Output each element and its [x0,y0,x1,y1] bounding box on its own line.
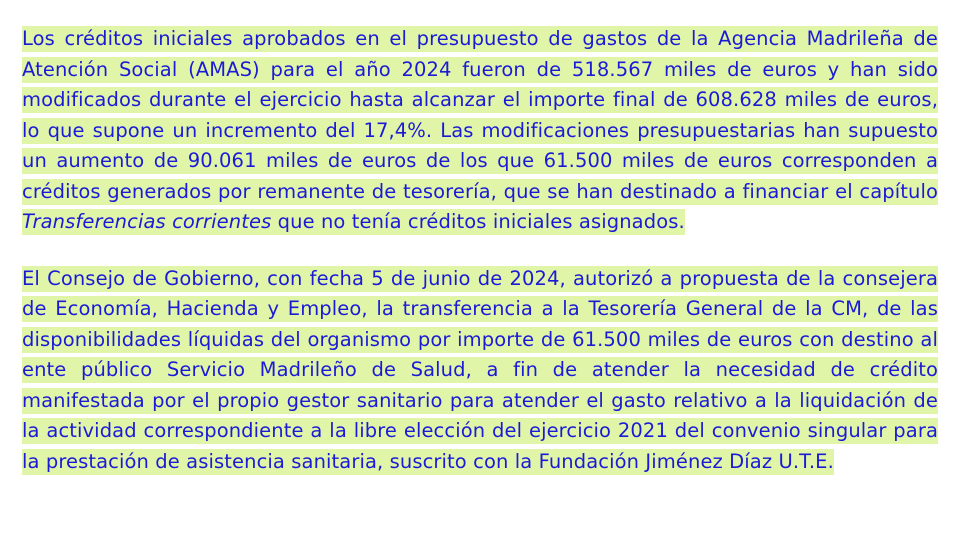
paragraph-credits-run-italic: Transferencias corrientes [22,210,272,233]
paragraph-consejo [22,264,938,478]
paragraph-credits-run-3: que no tenía créditos iniciales asignados. [271,210,685,233]
paragraph-consejo-run-1: El Consejo de Gobierno, con fecha 5 de junio de 2024, autorizó a propuesta de la consejera de Economía, Hacienda y Empleo, la transferencia a la Tesorería General de la CM, de las disponibilidades líquidas del organismo por importe de 61.500 miles de euros con destino al ente público Servicio Madrileño de Salud, a fin de atender la necesidad de crédito manifestada por el propio gestor sanitario para atender el gasto relativo a la liquidación de la actividad correspondiente a la libre elección del ejercicio 2021 del convenio singular para la prestación de asistencia sanitaria, suscrito con la Fundación Jiménez Díaz U.T.E. [22,266,938,473]
paragraph-credits-run-1: Los créditos iniciales aprobados en el presupuesto de gastos de la Agencia Madrileña de Atención Social (AMAS) para el año 2024 fueron de 518.567 miles de euros y han sido modificados durante el ejercicio hasta alcanzar el importe final de 608.628 miles de euros, lo que supone un incremento del 17,4%. Las modificaciones presupuestarias han supuesto un aumento de 90.061 miles de euros de los que 61.500 miles de euros corresponden a créditos generados por remanente de tesorería, que se han destinado a financiar el capítulo [22,27,938,203]
paragraph-credits [22,24,938,238]
